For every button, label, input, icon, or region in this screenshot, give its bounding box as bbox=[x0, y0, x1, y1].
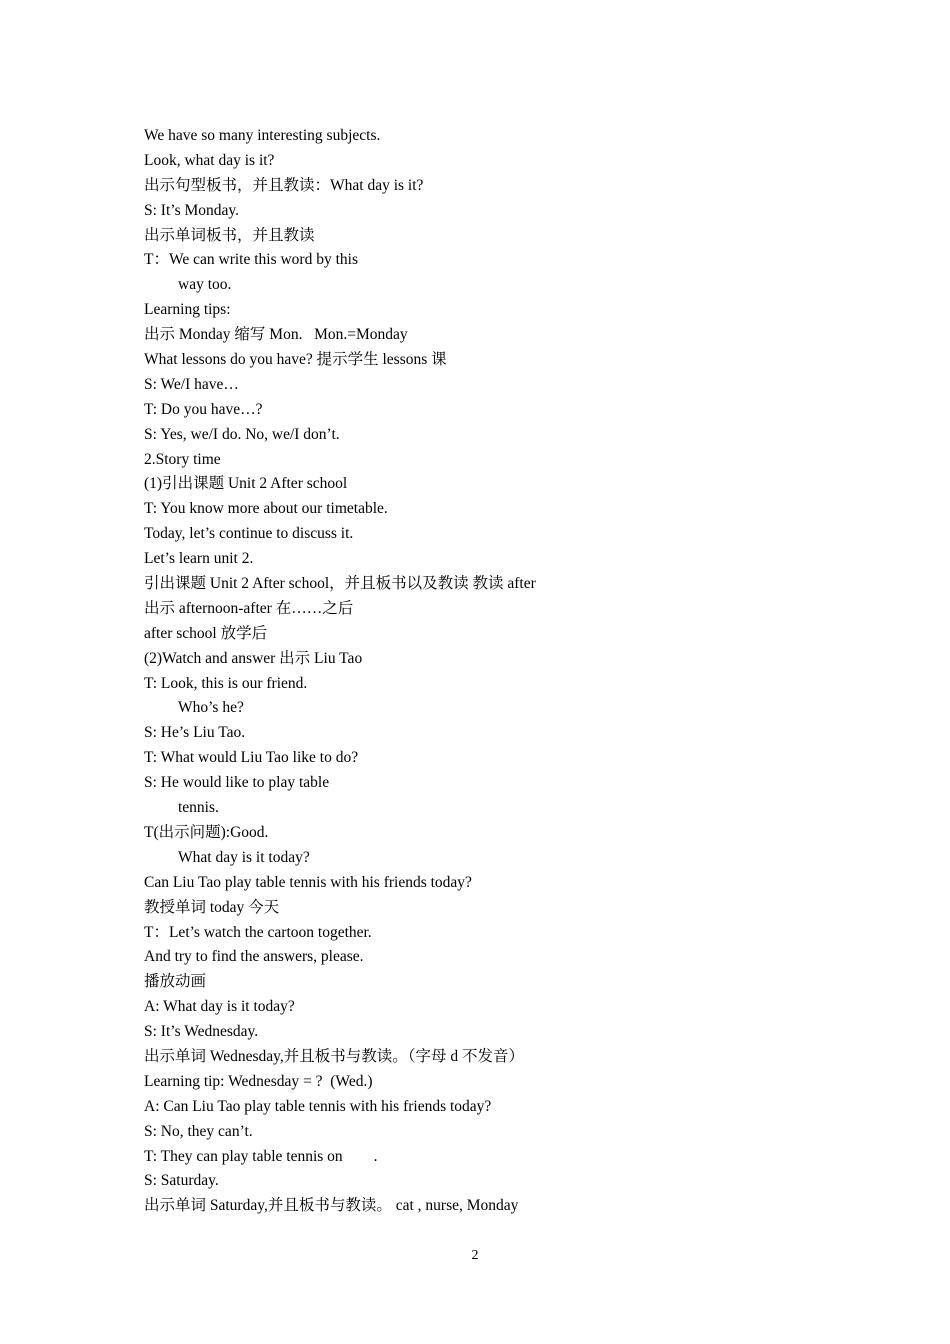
text-line: tennis. bbox=[178, 799, 219, 817]
text-line: 出示单词板书，并且教读 bbox=[144, 226, 315, 244]
text-line: What day is it today? bbox=[178, 848, 310, 866]
text-line: Learning tips: bbox=[144, 301, 231, 319]
text-line: (2)Watch and answer 出示 Liu Tao bbox=[144, 649, 363, 667]
text-line: T: They can play table tennis on . bbox=[144, 1147, 378, 1165]
text-line: 出示 Monday 缩写 Mon. Mon.=Monday bbox=[144, 326, 408, 344]
text-line: We have so many interesting subjects. bbox=[144, 127, 381, 144]
text-line: T: You know more about our timetable. bbox=[144, 500, 388, 518]
text-line: (1)引出课题 Unit 2 After school bbox=[144, 475, 348, 493]
text-line: 播放动画 bbox=[144, 973, 207, 991]
text-line: A: What day is it today? bbox=[144, 998, 295, 1016]
text-line: 2.Story time bbox=[144, 450, 221, 468]
text-line: And try to find the answers, please. bbox=[144, 948, 364, 966]
text-line: 出示 afternoon-after 在……之后 bbox=[144, 599, 354, 617]
text-line: T: Do you have…? bbox=[144, 400, 263, 418]
text-line: Today, let’s continue to discuss it. bbox=[144, 525, 354, 543]
text-line: Can Liu Tao play table tennis with his friends today? bbox=[144, 873, 472, 891]
text-line: way too. bbox=[178, 276, 232, 294]
text-line: What lessons do you have? 提示学生 lessons 课 bbox=[144, 351, 447, 369]
text-line: T(出示问题):Good. bbox=[144, 823, 269, 841]
text-line: T: Look, this is our friend. bbox=[144, 674, 308, 692]
text-line: T：We can write this word by this bbox=[144, 251, 358, 269]
text-line: S: He would like to play table bbox=[144, 774, 330, 792]
text-line: S: Yes, we/I do. No, we/I don’t. bbox=[144, 425, 340, 443]
text-line: 出示句型板书，并且教读：What day is it? bbox=[144, 176, 424, 194]
text-line: Learning tip: Wednesday = ? (Wed.) bbox=[144, 1072, 373, 1090]
text-line: 出示单词 Saturday,并且板书与教读。 cat , nurse, Monday bbox=[144, 1197, 519, 1215]
text-line: 教授单词 today 今天 bbox=[144, 898, 280, 916]
text-line: 出示单词 Wednesday,并且板书与教读。（字母 d 不发音） bbox=[144, 1047, 525, 1065]
page-number: 2 bbox=[471, 1248, 479, 1263]
text-line: S: We/I have… bbox=[144, 375, 239, 393]
text-line: S: He’s Liu Tao. bbox=[144, 724, 246, 742]
text-line: S: Saturday. bbox=[144, 1172, 219, 1190]
text-line: Look, what day is it? bbox=[144, 151, 275, 169]
text-line: after school 放学后 bbox=[144, 624, 268, 642]
text-line: T: What would Liu Tao like to do? bbox=[144, 749, 359, 767]
text-line: S: It’s Monday. bbox=[144, 201, 240, 219]
text-line: 引出课题 Unit 2 After school，并且板书以及教读 教读 after bbox=[144, 575, 536, 593]
text-line: T：Let’s watch the cartoon together. bbox=[144, 923, 372, 941]
text-line: S: It’s Wednesday. bbox=[144, 1023, 259, 1041]
document-body bbox=[144, 124, 824, 1219]
text-line: Let’s learn unit 2. bbox=[144, 550, 254, 568]
text-line: Who’s he? bbox=[178, 699, 244, 717]
text-line: S: No, they can’t. bbox=[144, 1122, 253, 1140]
text-line: A: Can Liu Tao play table tennis with his friends today? bbox=[144, 1097, 492, 1115]
